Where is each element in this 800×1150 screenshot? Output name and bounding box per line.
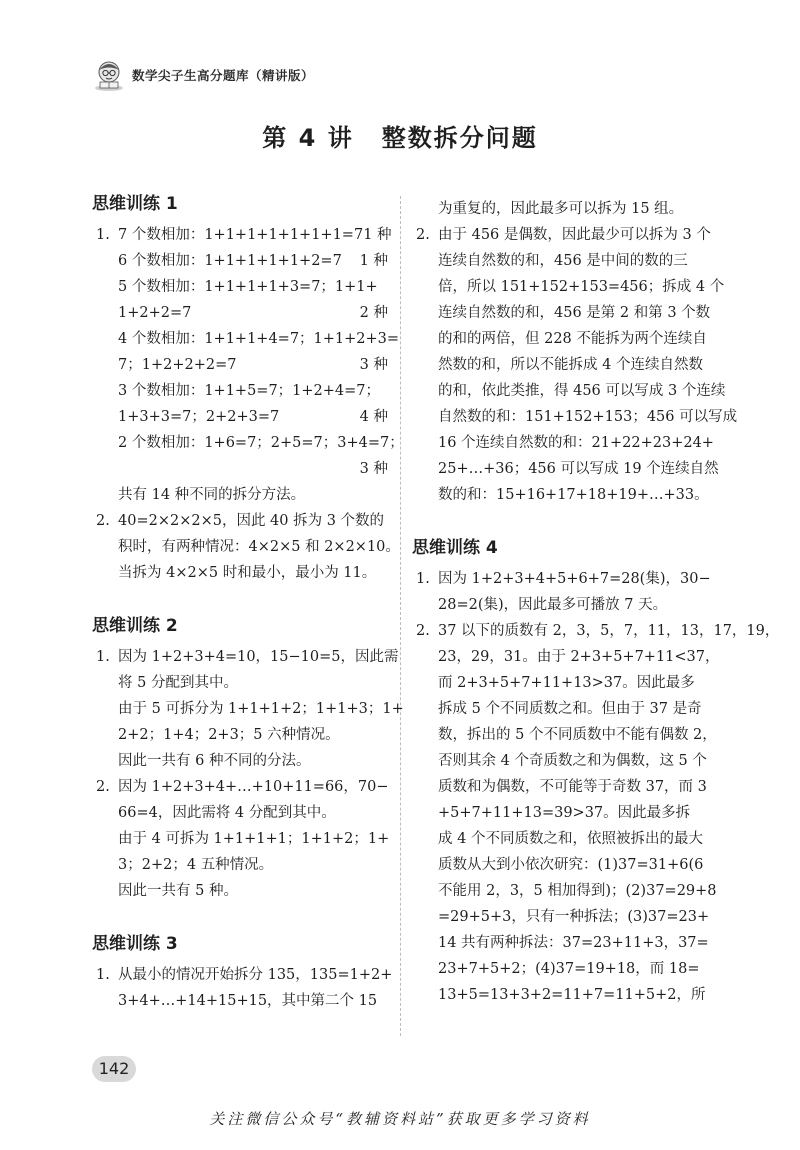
text-line — [438, 696, 710, 722]
line-text: 16 个连续自然数的和：21+22+23+24+ — [438, 435, 714, 451]
text-line — [118, 826, 388, 852]
item-number: 2. — [416, 227, 430, 243]
left-column — [92, 190, 404, 1014]
text-line — [438, 456, 719, 482]
line-text: 的和的两倍，但 228 不能拆为两个连续自 — [438, 331, 707, 347]
line-text: 当拆为 4×2×5 时和最小，最小为 11。 — [118, 565, 377, 581]
line-text: 4 个数相加：1+1+1+4=7；1+1+2+3= — [118, 331, 400, 347]
line-text: 的和，依此类推，得 456 可以写成 3 个连续 — [438, 383, 726, 399]
count-label: 1 种 — [359, 253, 388, 269]
student-mascot-icon — [92, 58, 126, 92]
line-text: 由于 4 可拆为 1+1+1+1；1+1+2；1+ — [118, 831, 390, 847]
line-text: 积时，有两种情况：4×2×5 和 2×2×10。 — [118, 539, 400, 555]
text-line — [438, 378, 726, 404]
page-header — [92, 58, 314, 92]
item-number: 2. — [96, 779, 110, 795]
text-line — [118, 326, 400, 352]
count-label: 4 种 — [359, 409, 388, 425]
text-line — [438, 248, 710, 274]
line-text: 不能用 2，3，5 相加得到)；(2)37=29+8 — [438, 883, 717, 899]
line-text: 连续自然数的和，456 是第 2 和第 3 个数 — [438, 305, 711, 321]
line-text: 而 2+3+5+7+11+13>37。因此最多 — [438, 675, 695, 691]
text-line — [118, 696, 404, 722]
text-line — [118, 988, 388, 1014]
line-text: 3 个数相加：1+1+5=7；1+2+4=7； — [118, 383, 381, 399]
line-text: 1+2+2=7 — [118, 305, 192, 321]
text-line — [438, 352, 710, 378]
line-text: 7 个数相加：1+1+1+1+1+1+1=7 — [118, 227, 364, 243]
text-line — [118, 508, 388, 534]
text-line — [118, 534, 400, 560]
item-number: 1. — [96, 967, 110, 983]
line-text: 66=4，因此需将 4 分配到其中。 — [118, 805, 336, 821]
text-line — [118, 274, 388, 300]
text-line — [438, 722, 717, 748]
page-number: 142 — [92, 1056, 136, 1082]
line-text: 连续自然数的和，456 是中间的数的三 — [438, 253, 688, 269]
line-text: 3；2+2；4 五种情况。 — [118, 857, 274, 873]
list-item — [412, 566, 710, 618]
line-text: 3+4+…+14+15+15，其中第二个 15 — [118, 993, 378, 1009]
text-line — [438, 670, 710, 696]
line-text: 25+…+36；456 可以写成 19 个连续自然 — [438, 461, 719, 477]
list-item — [412, 222, 738, 508]
line-text: 然数的和，所以不能拆成 4 个连续自然数 — [438, 357, 703, 373]
list-item — [92, 508, 400, 586]
text-line — [118, 962, 393, 988]
section-title: 思维训练 3 — [92, 934, 178, 954]
line-text: +5+7+11+13=39>37。因此最多拆 — [438, 805, 691, 821]
item-number: 2. — [96, 513, 110, 529]
text-line — [118, 852, 388, 878]
list-item — [92, 962, 393, 1014]
line-text: 共有 14 种不同的拆分方法。 — [118, 487, 306, 503]
line-text: 2 个数相加：1+6=7；2+5=7；3+4=7； — [118, 435, 404, 451]
item-number: 1. — [96, 649, 110, 665]
list-item — [92, 774, 388, 904]
line-text: 2+2；1+4；2+3；5 六种情况。 — [118, 727, 340, 743]
text-line — [118, 248, 388, 274]
text-line — [438, 982, 710, 1008]
text-line — [438, 196, 710, 222]
line-text: =29+5+3，只有一种拆法；(3)37=23+ — [438, 909, 710, 925]
line-text: 因为 1+2+3+4+5+6+7=28(集)，30− — [438, 571, 711, 587]
line-text: 成 4 个不同质数之和，依照被拆出的最大 — [438, 831, 703, 847]
item-number: 2. — [416, 623, 430, 639]
line-text: 因此一共有 5 种。 — [118, 883, 238, 899]
line-text: 否则其余 4 个奇质数之和为偶数，这 5 个 — [438, 753, 707, 769]
count-label: 2 种 — [359, 305, 388, 321]
lecture-name: 整数拆分问题 — [381, 124, 538, 152]
text-line — [438, 956, 710, 982]
line-text: 数，拆出的 5 个不同质数中不能有偶数 2， — [438, 727, 717, 743]
line-text: 质数和为偶数，不可能等于奇数 37，而 3 — [438, 779, 707, 795]
text-line — [118, 456, 388, 482]
text-line — [438, 274, 725, 300]
line-text: 28=2(集)，因此最多可播放 7 天。 — [438, 597, 668, 613]
line-text: 13+5=13+3+2=11+7=11+5+2，所 — [438, 987, 706, 1003]
line-text: 为重复的，因此最多可以拆为 15 组。 — [438, 201, 684, 217]
line-text: 数的和：15+16+17+18+19+…+33。 — [438, 487, 709, 503]
text-line — [438, 326, 710, 352]
item-number: 1. — [96, 227, 110, 243]
item-number: 1. — [416, 571, 430, 587]
count-label: 3 种 — [359, 461, 388, 477]
line-text: 1+3+3=7；2+2+3=7 — [118, 409, 280, 425]
text-line — [118, 222, 392, 248]
text-line — [438, 826, 710, 852]
section-title: 思维训练 2 — [92, 616, 178, 636]
text-line — [118, 748, 388, 774]
line-text: 因为 1+2+3+4+…+10+11=66，70− — [118, 779, 389, 795]
text-line — [118, 644, 399, 670]
book-title: 数学尖子生高分题库（精讲版） — [132, 68, 315, 83]
line-text: 将 5 分配到其中。 — [118, 675, 238, 691]
line-text: 由于 456 是偶数，因此最少可以拆为 3 个 — [438, 227, 711, 243]
text-line — [438, 566, 710, 592]
line-text: 因为 1+2+3+4=10，15−10=5，因此需 — [118, 649, 399, 665]
line-text: 5 个数相加：1+1+1+1+3=7；1+1+ — [118, 279, 378, 295]
text-line — [438, 748, 710, 774]
text-line — [438, 592, 710, 618]
text-line — [118, 722, 388, 748]
text-line — [118, 430, 404, 456]
text-line — [118, 352, 388, 378]
line-text: 从最小的情况开始拆分 135，135=1+2+ — [118, 967, 393, 983]
line-text: 倍，所以 151+152+153=456；拆成 4 个 — [438, 279, 725, 295]
text-line — [118, 378, 388, 404]
line-text: 由于 5 可拆分为 1+1+1+2；1+1+3；1+ — [118, 701, 404, 717]
line-text: 质数从大到小依次研究：(1)37=31+6(6 — [438, 857, 704, 873]
text-line — [438, 904, 710, 930]
list-item — [412, 618, 780, 1008]
count-label: 3 种 — [359, 357, 388, 373]
text-line — [118, 670, 388, 696]
text-line — [438, 300, 710, 326]
count-label: 1 种 — [363, 227, 392, 243]
text-line — [118, 560, 388, 586]
line-text: 拆成 5 个不同质数之和。但由于 37 是奇 — [438, 701, 702, 717]
lecture-title — [0, 118, 800, 153]
text-line — [118, 482, 388, 508]
text-line — [438, 404, 738, 430]
line-text: 37 以下的质数有 2，3，5，7，11，13，17，19， — [438, 623, 780, 639]
section-title: 思维训练 1 — [92, 194, 178, 214]
text-line — [438, 618, 780, 644]
text-line — [438, 930, 710, 956]
text-line — [118, 300, 388, 326]
section-title: 思维训练 4 — [412, 538, 498, 558]
line-text: 40=2×2×2×5，因此 40 拆为 3 个数的 — [118, 513, 385, 529]
text-line — [438, 852, 710, 878]
text-line — [118, 774, 388, 800]
text-line — [438, 482, 710, 508]
line-text: 23，29，31。由于 2+3+5+7+11<37， — [438, 649, 720, 665]
text-line — [118, 800, 388, 826]
text-line — [438, 644, 720, 670]
list-item — [92, 644, 404, 774]
list-item-continued — [412, 196, 710, 222]
line-text: 14 共有两种拆法：37=23+11+3，37= — [438, 935, 709, 951]
text-line — [118, 878, 388, 904]
line-text: 6 个数相加：1+1+1+1+1+2=7 — [118, 253, 342, 269]
column-divider — [400, 196, 401, 1036]
text-line — [438, 800, 710, 826]
text-line — [438, 430, 714, 456]
line-text: 自然数的和：151+152+153；456 可以写成 — [438, 409, 738, 425]
text-line — [438, 774, 710, 800]
footer-note: 关注微信公众号“教辅资料站”获取更多学习资料 — [209, 1110, 591, 1128]
text-line — [438, 222, 710, 248]
list-item — [92, 222, 404, 508]
line-text: 因此一共有 6 种不同的分法。 — [118, 753, 311, 769]
line-text: 7；1+2+2+2=7 — [118, 357, 237, 373]
right-column — [412, 196, 780, 1008]
line-text: 23+7+5+2；(4)37=19+18，而 18= — [438, 961, 700, 977]
text-line — [118, 404, 388, 430]
lecture-number: 第 4 讲 — [262, 124, 354, 152]
text-line — [438, 878, 717, 904]
